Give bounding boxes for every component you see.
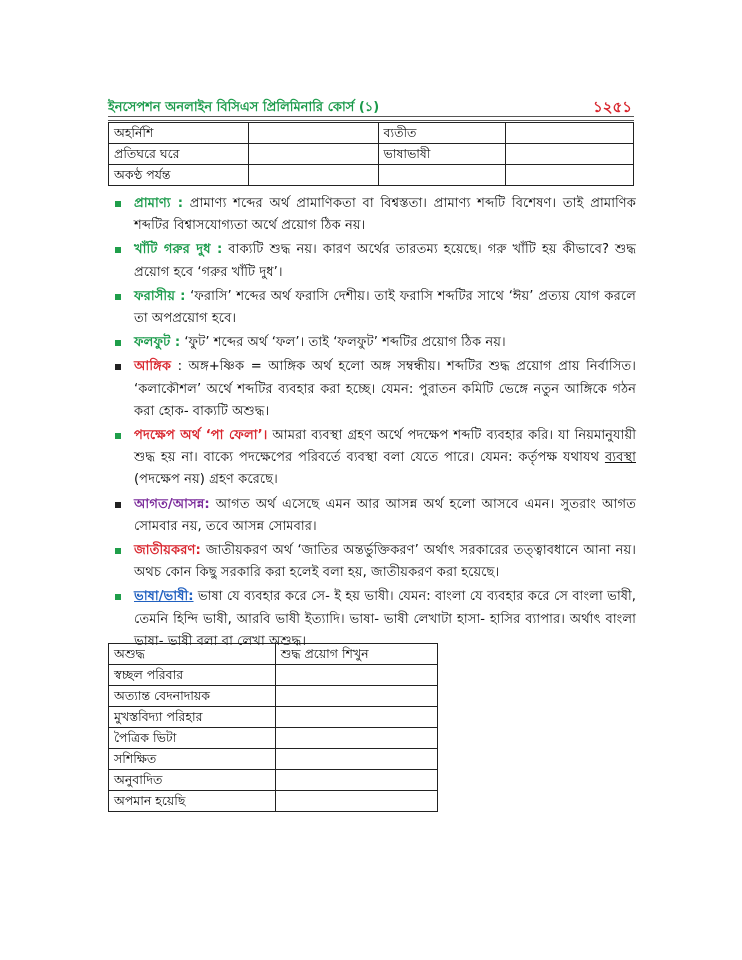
table-cell: মুখস্তবিদ্যা পরিহার (109, 707, 276, 728)
table-row (109, 665, 438, 686)
item-text: জাতীয়করণ অর্থ ‘জাতির অন্তর্ভুক্তিকরণ’ অর্থাৎ সরকারের তত্ত্বাবধানে আনা নয়। অথচ কোন কিছু সরকারি করা হলেই বলা হয়, জাতীয়করণ করা হয়েছে। (134, 543, 636, 581)
column-header: অশুদ্ধ (109, 644, 276, 665)
item-text: ‘ফরাসি’ শব্দের অর্থ ফরাসি দেশীয়। তাই ফরাসি শব্দটির সাথে ‘ঈয়’ প্রত্যয় যোগ করলে তা অপপ্রয়োগ হবে। (134, 288, 636, 327)
item-text: বাক্যটি শুদ্ধ নয়। কারণ অর্থের তারতম্য হয়েছে। গরু খাঁটি হয় কীভাবে? শুদ্ধ প্রয়োগ হবে ‘গরুর খাঁটি দুধ’। (134, 242, 636, 280)
table-header-row (109, 644, 438, 665)
table-cell (506, 165, 634, 186)
table-cell: সশিক্ষিত (109, 749, 276, 770)
item-underlined-word: ব্যবস্থা (604, 450, 636, 466)
table-cell: স্বচ্ছল পরিবার (109, 665, 276, 686)
table-row (109, 749, 438, 770)
square-bullet-icon (115, 502, 121, 508)
table-cell: ভাষাভাষী (378, 144, 506, 165)
answer-cell (275, 707, 437, 728)
answer-cell (275, 770, 437, 791)
table-cell: অহর্নিশি (109, 123, 249, 144)
item-term: খাঁটি গরুর দুধ : (134, 242, 223, 258)
answer-cell (275, 791, 437, 812)
list-item (112, 540, 636, 584)
list-item (112, 239, 636, 283)
table-row (109, 165, 634, 186)
answer-cell (275, 686, 437, 707)
square-bullet-icon (115, 247, 121, 253)
table-cell: অপমান হয়েছি (109, 791, 276, 812)
answer-cell (275, 749, 437, 770)
table-cell (378, 165, 506, 186)
item-text: : অঙ্গ+ষ্ণিক = আঙ্গিক অর্থ হলো অঙ্গ সম্বন্ধীয়। শব্দটির শুদ্ধ প্রয়োগ প্রায় নির্বাসিত। ‘কলাকৌশল’ অর্থে শব্দটির ব্যবহার করা হচ্ছে। যেমন: পুরাতন কমিটি ভেঙ্গে নতুন আঙ্গিকে গঠন করা হোক- বাক্যটি অশুদ্ধ। (134, 359, 636, 419)
table-row (109, 728, 438, 749)
square-bullet-icon (115, 340, 121, 346)
table-row (109, 123, 634, 144)
item-term: পদক্ষেপ অর্থ ‘পা ফেলা’। (134, 428, 268, 444)
item-term: আগত/আসন্ন: (134, 496, 210, 512)
square-bullet-icon (115, 548, 121, 554)
table-cell (248, 123, 378, 144)
table-cell (506, 123, 634, 144)
item-term: ভাষা/ভাষী: (134, 589, 194, 605)
answer-cell (275, 728, 437, 749)
list-item (112, 193, 636, 237)
table-row (109, 686, 438, 707)
page-number: ১২৫১ (593, 98, 632, 116)
square-bullet-icon (115, 364, 121, 370)
table-cell: ব্যতীত (378, 123, 506, 144)
square-bullet-icon (115, 594, 121, 600)
list-item (112, 286, 636, 330)
column-header: শুদ্ধ প্রয়োগ শিখুন (275, 644, 437, 665)
item-text: প্রামাণ্য শব্দের অর্থ প্রামাণিকতা বা বিশ্বস্ততা। প্রামাণ্য শব্দটি বিশেষণ। তাই প্রামাণিক শব্দটির বিশ্বাসযোগ্যতা অর্থে প্রয়োগ ঠিক নয়। (134, 196, 636, 234)
table-cell (248, 165, 378, 186)
course-title: ইনসেপশন অনলাইন বিসিএস প্রিলিমিনারি কোর্স (১) (108, 100, 380, 115)
list-item (112, 356, 636, 423)
item-text: আমরা ব্যবস্থা গ্রহণ অর্থে পদক্ষেপ শব্দটি ব্যবহার করি। যা নিয়মানুযায়ী শুদ্ধ হয় না। বাক্যে পদক্ষেপের পরিবর্তে ব্যবস্থা বলা যেতে পারে। যেমন: কর্তৃপক্ষ যথাযথ (134, 428, 636, 466)
square-bullet-icon (115, 294, 121, 300)
practice-table (108, 643, 438, 812)
table-cell: পৈত্রিক ভিটা (109, 728, 276, 749)
table-row (109, 707, 438, 728)
item-term: আঙ্গিক (134, 359, 172, 375)
table-cell: অকণ্ঠ পর্যন্ত (109, 165, 249, 186)
table-row (109, 770, 438, 791)
table-cell: প্রতিঘরে ঘরে (109, 144, 249, 165)
item-term: জাতীয়করণ: (134, 543, 201, 559)
table-row (109, 144, 634, 165)
item-term: ফলফুট : (134, 335, 181, 351)
square-bullet-icon (115, 201, 121, 207)
item-term: প্রামাণ্য : (134, 196, 184, 211)
list-item (112, 332, 636, 354)
explanation-list (112, 193, 636, 655)
table-cell (248, 144, 378, 165)
item-term: ফরাসীয় : (134, 288, 186, 304)
table-row (109, 791, 438, 812)
list-item (112, 425, 636, 492)
list-item (112, 494, 636, 538)
square-bullet-icon (115, 433, 121, 439)
top-word-table (108, 122, 634, 186)
table-cell: অনুবাদিত (109, 770, 276, 791)
table-cell (506, 144, 634, 165)
page-header (108, 96, 634, 118)
item-text: ভাষা যে ব্যবহার করে সে- ই হয় ভাষী। যেমন: বাংলা যে ব্যবহার করে সে বাংলা ভাষী, তেমনি হিন্দি ভাষী, আরবি ভাষী ইত্যাদি। ভাষা- ভাষী লেখাটা হাসা- হাসির ব্যাপার। অর্থাৎ বাংলা ভাষা- ভাষী বলা বা লেখা অশুদ্ধ। (134, 589, 636, 649)
item-text-after: (পদক্ষেপ নয়) গ্রহণ করেছে। (134, 472, 278, 488)
answer-cell (275, 665, 437, 686)
header-divider (108, 116, 634, 121)
table-cell: অত্যান্ত বেদনাদায়ক (109, 686, 276, 707)
item-text: ‘ফুট’ শব্দের অর্থ ‘ফল’। তাই ‘ফলফুট’ শব্দটির প্রয়োগ ঠিক নয়। (180, 335, 506, 351)
item-text: আগত অর্থ এসেছে এমন আর আসন্ন অর্থ হলো আসবে এমন। সুতরাং আগত সোমবার নয়, তবে আসন্ন সোমবার। (134, 496, 636, 534)
